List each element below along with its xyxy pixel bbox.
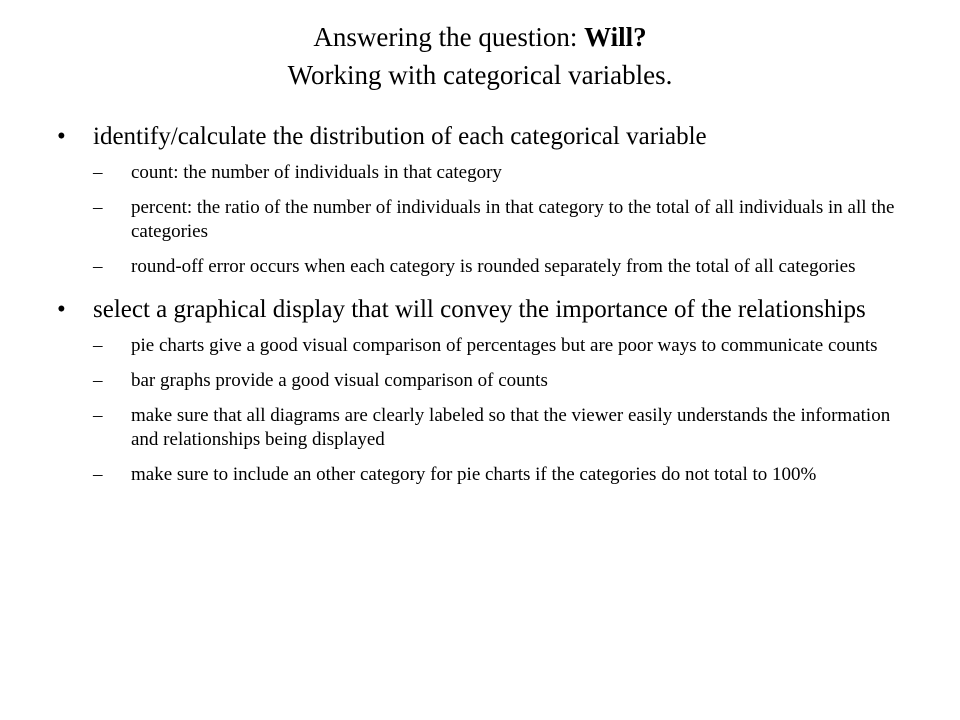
sub-list-graphical-display: [93, 334, 907, 487]
sub-list-distribution: [93, 161, 907, 279]
bullet-marker: •: [57, 123, 66, 150]
bullet-text: select a graphical display that will convey the importance of the relationships: [93, 296, 866, 323]
sub-item-other-category: [93, 463, 907, 487]
title-line-2: Working with categorical variables.: [287, 60, 673, 90]
sub-item-bar-graphs: [93, 369, 907, 393]
bullet-list: [57, 120, 907, 498]
title-line-1: [0, 18, 960, 56]
title-emphasis: Will?: [584, 22, 647, 52]
dash-marker: –: [93, 405, 103, 426]
bullet-distribution: [57, 120, 907, 279]
bullet-graphical-display: [57, 293, 907, 487]
sub-item-text: percent: the ratio of the number of individuals in that category to the total of all individuals in all the categories: [131, 197, 895, 242]
dash-marker: –: [93, 162, 103, 183]
sub-item-percent: [93, 196, 907, 244]
sub-item-text: bar graphs provide a good visual comparison of counts: [131, 370, 548, 391]
dash-marker: –: [93, 464, 103, 485]
sub-item-pie-charts: [93, 334, 907, 358]
dash-marker: –: [93, 335, 103, 356]
sub-item-text: make sure to include an other category for pie charts if the categories do not total to 100%: [131, 464, 817, 485]
slide-title: [0, 18, 960, 94]
dash-marker: –: [93, 370, 103, 391]
sub-item-text: make sure that all diagrams are clearly labeled so that the viewer easily understands the information and relationships being displayed: [131, 405, 891, 450]
sub-item-text: round-off error occurs when each category is rounded separately from the total of all categories: [131, 256, 856, 277]
sub-item-labeled-diagrams: [93, 404, 907, 452]
sub-item-round-off: [93, 255, 907, 279]
bullet-text: identify/calculate the distribution of each categorical variable: [93, 123, 707, 150]
dash-marker: –: [93, 256, 103, 277]
title-prefix: Answering the question:: [313, 22, 585, 52]
sub-item-count: [93, 161, 907, 185]
dash-marker: –: [93, 197, 103, 218]
sub-item-text: pie charts give a good visual comparison of percentages but are poor ways to communicate counts: [131, 335, 878, 356]
sub-item-text: count: the number of individuals in that category: [131, 162, 502, 183]
bullet-marker: •: [57, 296, 66, 323]
